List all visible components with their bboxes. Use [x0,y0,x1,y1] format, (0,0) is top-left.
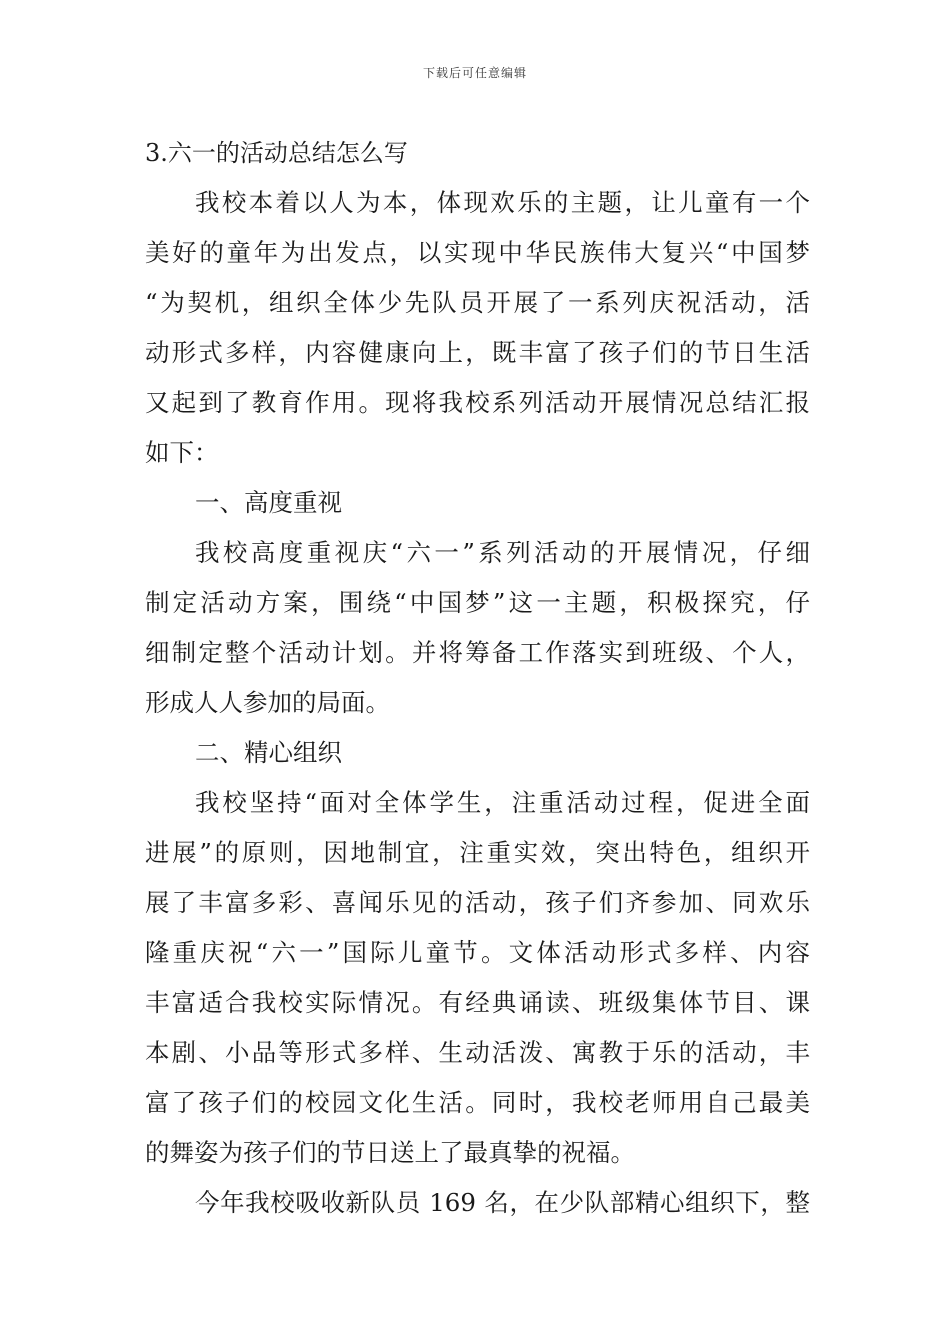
paragraph-line: 今年我校吸收新队员 169 名，在少队部精心组织下，整 [195,1188,810,1217]
paragraph-line: 丰富适合我校实际情况。有经典诵读、班级集体节目、课 [145,988,810,1017]
document-title: 3.六一的活动总结怎么写 [145,139,408,167]
paragraph-line: 隆重庆祝“六一”国际儿童节。文体活动形式多样、内容 [145,938,810,967]
section-heading: 二、精心组织 [195,738,342,767]
paragraph-line: 制定活动方案，围绕“中国梦”这一主题，积极探究，仔 [145,588,810,617]
paragraph-line: 如下： [145,438,219,467]
paragraph-line: 展了丰富多彩、喜闻乐见的活动，孩子们齐参加、同欢乐 [145,888,810,917]
document-body [145,128,810,1228]
paragraph-line: 我校本着以人为本，体现欢乐的主题，让儿童有一个 [195,188,810,217]
paragraph-line: 形成人人参加的局面。 [145,688,390,717]
paragraph-line: 进展”的原则，因地制宜，注重实效，突出特色，组织开 [145,838,810,867]
paragraph-line: 又起到了教育作用。现将我校系列活动开展情况总结汇报 [145,388,810,417]
page-header-note: 下载后可任意编辑 [422,66,527,80]
paragraph-line: “为契机，组织全体少先队员开展了一系列庆祝活动，活 [145,288,810,317]
paragraph-line: 细制定整个活动计划。并将筹备工作落实到班级、个人， [145,638,810,667]
paragraph-line: 美好的童年为出发点，以实现中华民族伟大复兴“中国梦 [145,238,810,267]
section-heading: 一、高度重视 [195,488,342,517]
paragraph-line: 的舞姿为孩子们的节日送上了最真挚的祝福。 [145,1138,635,1167]
paragraph-line: 富了孩子们的校园文化生活。同时，我校老师用自己最美 [145,1088,810,1117]
paragraph-line: 我校坚持“面对全体学生，注重活动过程，促进全面 [195,788,810,817]
paragraph-line: 本剧、小品等形式多样、生动活泼、寓教于乐的活动，丰 [145,1038,810,1067]
paragraph-line: 动形式多样，内容健康向上，既丰富了孩子们的节日生活 [145,338,810,367]
paragraph-line: 我校高度重视庆“六一”系列活动的开展情况，仔细 [195,538,810,567]
